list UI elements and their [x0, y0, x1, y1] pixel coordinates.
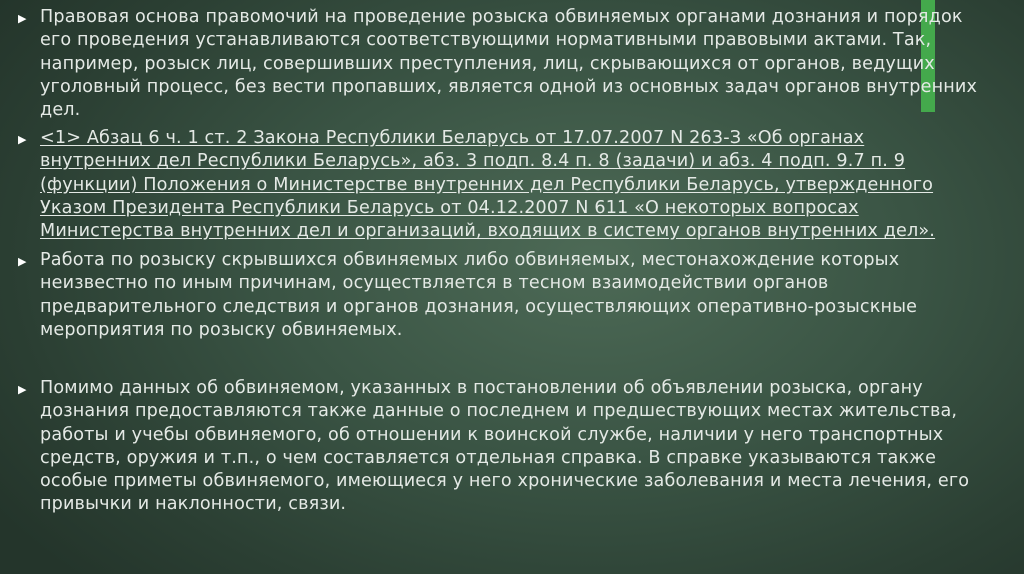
bullet-item [18, 377, 978, 517]
bullet-item [18, 249, 978, 342]
triangle-bullet-icon: ▶ [18, 255, 27, 268]
bullet-text: Помимо данных об обвиняемом, указанных в постановлении об объявлении розыска, органу дознания предоставляются также данные о последнем и предшествующих местах жительства, работы и учебы обвиняемого, об отношении к воинской службе, наличии у него транспортных средств, оружия и т.п., о чем составляется отдельная справка. В справке указываются также особые приметы обвиняемого, имеющиеся у него хронические заболевания и места лечения, его привычки и наклонности, связи. [40, 378, 970, 515]
bullet-text: Работа по розыску скрывшихся обвиняемых либо обвиняемых, местонахождение которых неизвестно по иным причинам, осуществляется в тесном взаимодействии органов предварительного следствия и органов дознания, осуществляющих оперативно-розыскные мероприятия по розыску обвиняемых. [40, 250, 918, 340]
triangle-bullet-icon: ▶ [18, 383, 27, 396]
triangle-bullet-icon: ▶ [18, 133, 27, 146]
footnote-link[interactable]: <1> Абзац 6 ч. 1 ст. 2 Закона Республики Беларусь от 17.07.2007 N 263-З «Об органах внутренних дел Республики Беларусь», абз. 3 подп. 8.4 п. 8 (задачи) и абз. 4 подп. 9.7 п. 9 (функции) Положения о Министерстве внутренних дел Республики Беларусь, утвержденного Указом Президента Республики Беларусь от 04.12.2007 N 611 «О некоторых вопросах Министерства внутренних дел и организаций, входящих в систему органов внутренних дел». [40, 128, 936, 242]
bullet-item [18, 6, 978, 122]
bullet-text: Правовая основа правомочий на проведение розыска обвиняемых органами дознания и порядок его проведения устанавливаются соответствующими нормативными правовыми актами. Так, например, розыск лиц, совершивших преступления, лиц, скрывающихся от органов, ведущих уголовный процесс, без вести пропавших, является одной из основных задач органов внутренних дел. [40, 7, 978, 121]
triangle-bullet-icon: ▶ [18, 12, 27, 25]
bullet-item [18, 127, 978, 243]
